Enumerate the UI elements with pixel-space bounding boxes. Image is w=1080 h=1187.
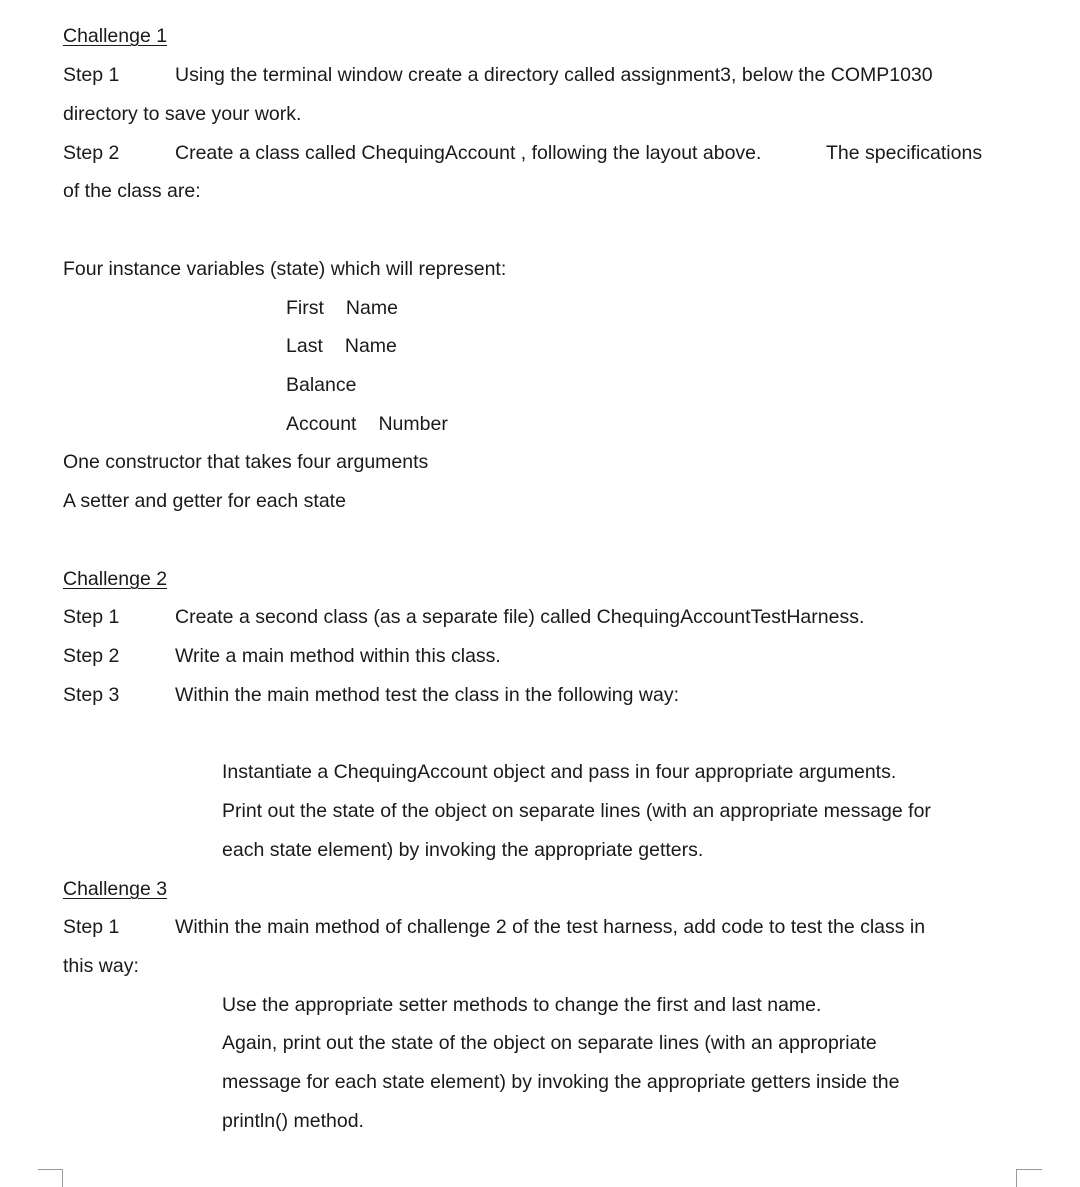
instance-variables-intro: Four instance variables (state) which will represent: <box>63 258 507 280</box>
challenge-3-item-print-line-1: Again, print out the state of the object on separate lines (with an appropriate <box>222 1032 877 1054</box>
variable-name-word: Name <box>345 297 398 319</box>
challenge-2-step-1-label: Step 1 <box>63 606 120 628</box>
challenge-3-item-print-line-3: println() method. <box>222 1110 364 1132</box>
challenge-1-step-2-text: Create a class called ChequingAccount , following the layout above. <box>175 142 762 164</box>
challenge-1-step-1-text: Using the terminal window create a directory called assignment3, below the COMP1030 <box>175 64 933 86</box>
page-corner-mark-right <box>1016 1169 1042 1187</box>
challenge-2-item-instantiate: Instantiate a ChequingAccount object and pass in four appropriate arguments. <box>222 761 897 783</box>
variable-account-word: Account <box>286 413 357 435</box>
variable-last-word: Last <box>286 335 323 357</box>
variable-name-word: Name <box>344 335 397 357</box>
challenge-1-step-1-continuation: directory to save your work. <box>63 103 302 125</box>
challenge-2-heading: Challenge 2 <box>63 568 168 590</box>
variable-account-number <box>286 412 448 436</box>
challenge-2-step-2-label: Step 2 <box>63 645 120 667</box>
challenge-3-item-print-line-2: message for each state element) by invoking the appropriate getters inside the <box>222 1071 900 1093</box>
challenge-1-step-1-label: Step 1 <box>63 64 120 86</box>
variable-balance: Balance <box>286 374 357 396</box>
challenge-2-step-3-text: Within the main method test the class in the following way: <box>175 684 679 706</box>
challenge-2-step-3-label: Step 3 <box>63 684 120 706</box>
challenge-2-step-1-text: Create a second class (as a separate file) called ChequingAccountTestHarness. <box>175 606 865 628</box>
variable-first-name <box>286 296 398 320</box>
variable-last-name <box>286 334 397 358</box>
challenge-3-step-1-label: Step 1 <box>63 916 120 938</box>
challenge-2-item-print-line-2: each state element) by invoking the appropriate getters. <box>222 839 704 861</box>
challenge-3-step-1-continuation: this way: <box>63 955 139 977</box>
variable-number-word: Number <box>378 413 448 435</box>
setter-getter-requirement: A setter and getter for each state <box>63 490 346 512</box>
challenge-1-heading: Challenge 1 <box>63 25 168 47</box>
challenge-2-item-print-line-1: Print out the state of the object on separate lines (with an appropriate message for <box>222 800 931 822</box>
challenge-3-heading: Challenge 3 <box>63 878 168 900</box>
challenge-1-step-2-label: Step 2 <box>63 142 120 164</box>
challenge-3-item-setters: Use the appropriate setter methods to change the first and last name. <box>222 994 822 1016</box>
challenge-3-step-1-text: Within the main method of challenge 2 of the test harness, add code to test the class in <box>175 916 926 938</box>
challenge-1-step-2-continuation: of the class are: <box>63 180 201 202</box>
challenge-1-step-2-text-end: The specifications <box>826 142 983 164</box>
variable-first-word: First <box>286 297 324 319</box>
page-corner-mark-left <box>38 1169 63 1187</box>
challenge-2-step-2-text: Write a main method within this class. <box>175 645 501 667</box>
constructor-requirement: One constructor that takes four arguments <box>63 451 429 473</box>
